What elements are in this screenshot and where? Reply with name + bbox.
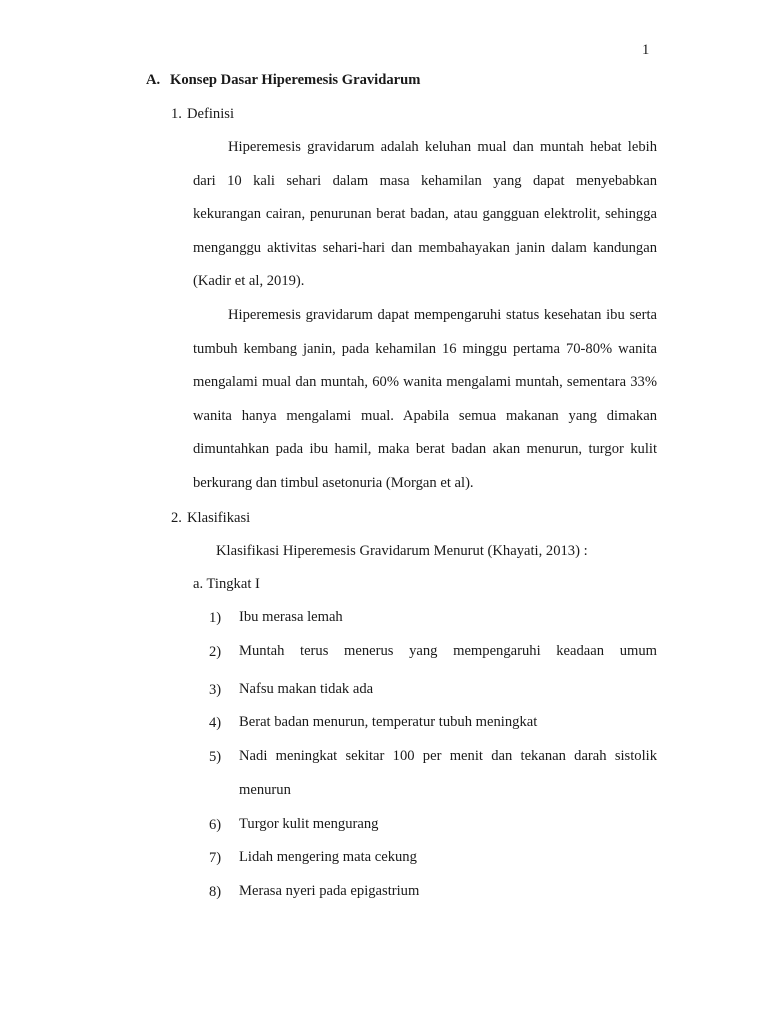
list-marker: 3) [209,682,222,698]
list-text: Nafsu makan tidak ada [239,681,374,697]
subheading-definisi [171,106,234,123]
subheading-klasifikasi [171,510,250,527]
list-text: Turgor kulit mengurang [239,816,379,832]
list-marker: 5) [209,749,222,765]
list-marker: 8) [209,884,222,900]
list-text: Merasa nyeri pada epigastrium [239,883,420,899]
section-letter: A. [146,72,161,88]
definisi-paragraph-1: Hiperemesis gravidarum adalah keluhan mual dan muntah hebat lebih dari 10 kali sehari dalam masa kehamilan yang dapat menyebabkan kekurangan cairan, penurunan berat badan, atau gangguan elektrolit, sehingga menganggu aktivitas sehari-hari dan membahayakan janin dalam kandungan (Kadir et al, 2019). [193,139,657,290]
definisi-paragraph-2: Hiperemesis gravidarum dapat mempengaruhi status kesehatan ibu serta tumbuh kembang janin, pada kehamilan 16 minggu pertama 70-80% wanita mengalami mual dan muntah, 60% wanita mengalami muntah, sementara 33% wanita hanya mengalami mual. Apabila semua makanan yang dimakan dimuntahkan pada ibu hamil, maka berat badan akan menurun, turgor kulit berkurang dan timbul asetonuria (Morgan et al). [193,307,657,491]
subheading-number: 2. [171,510,182,526]
klasifikasi-intro: Klasifikasi Hiperemesis Gravidarum Menurut (Khayati, 2013) : [216,543,588,559]
list-marker: 2) [209,644,222,660]
level-heading-tingkat-1: a. Tingkat I [193,576,260,592]
list-text: Ibu merasa lemah [239,609,343,625]
subheading-title: Klasifikasi [187,510,251,526]
list-text: Nadi meningkat sekitar 100 per menit dan tekanan darah sistolik menurun [239,748,657,798]
page-number: 1 [642,42,650,58]
list-marker: 6) [209,817,222,833]
list-text: Berat badan menurun, temperatur tubuh meningkat [239,714,538,730]
list-text: Muntah terus menerus yang mempengaruhi keadaan umum [239,643,657,659]
list-marker: 7) [209,850,222,866]
list-text: Lidah mengering mata cekung [239,849,417,865]
subheading-number: 1. [171,106,182,122]
list-marker: 4) [209,715,222,731]
list-marker: 1) [209,610,222,626]
section-title: Konsep Dasar Hiperemesis Gravidarum [170,72,421,88]
section-heading [146,72,420,89]
subheading-title: Definisi [187,106,235,122]
